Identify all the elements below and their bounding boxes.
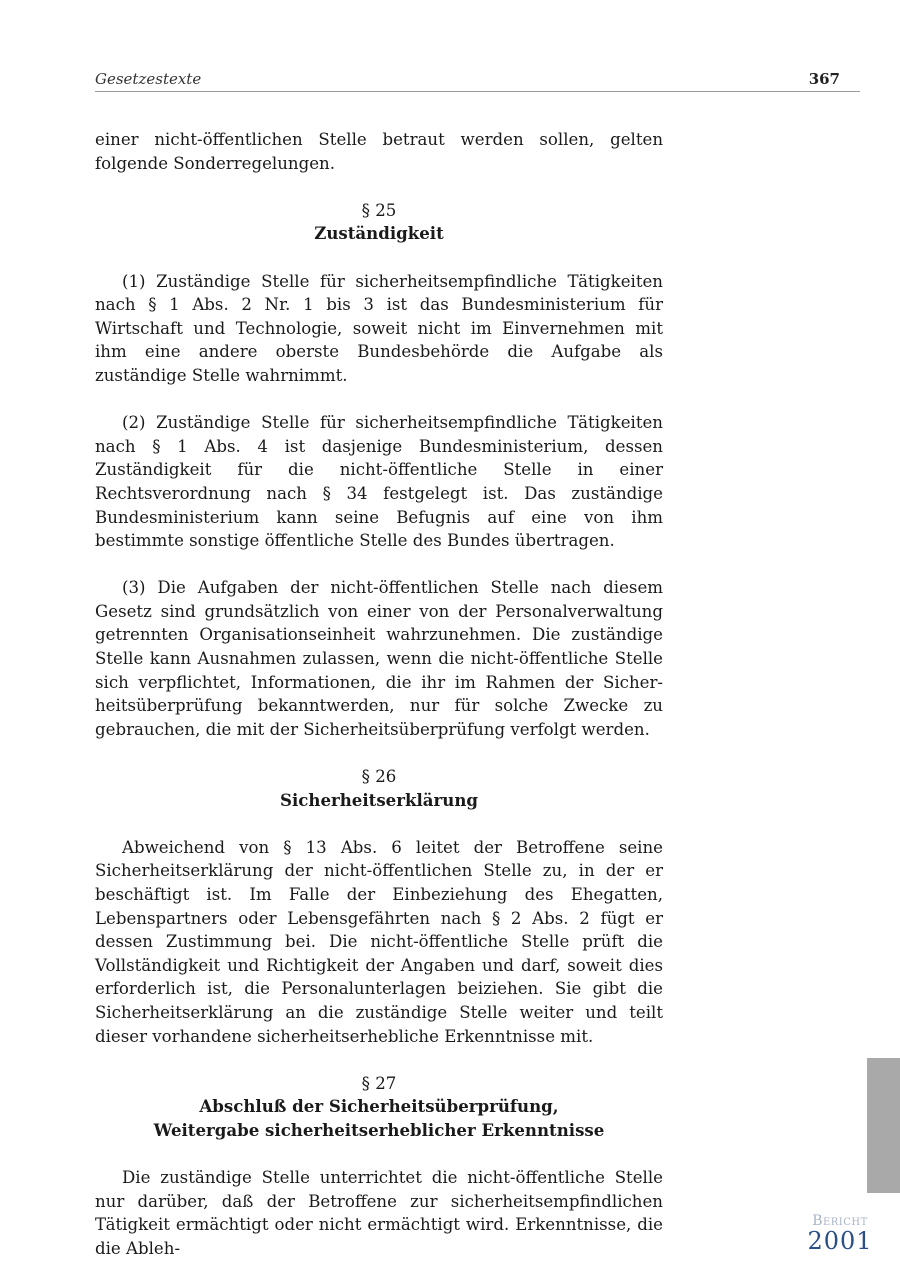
section-heading-25 xyxy=(95,199,663,246)
section-26-paragraph-1: Abweichend von § 13 Abs. 6 leitet der Betroffene seine Sicherheitserklärung der nicht-öffentlichen Stelle zu, in der er beschäftigt ist. Im Falle der Einbeziehung des Ehegatten, Lebenspartners oder Lebensgefährten nach § 2 Abs. 2 fügt er dessen Zustimmung bei. Die nicht-öffentliche Stelle prüft die Vollständigkeit und Richtigkeit der Angaben und darf, soweit dies erforderlich ist, die Personalunterlagen beiziehen. Sie gibt die Sicherheitserklärung an die zuständige Stelle weiter und teilt dieser vorhandene sicherheitserhebliche Erkenntnisse mit. xyxy=(95,837,663,1046)
section-25-paragraph-2: (2) Zuständige Stelle für sicherheitsempfindliche Tätigkeiten nach § 1 Abs. 4 ist dasjenige Bundesministerium, dessen Zuständigkeit für die nicht-öffentliche Stelle in einer Rechtsverordnung nach § 34 festgelegt ist. Das zuständige Bundesministerium kann seine Befugnis auf eine von ihm bestimmte sonstige öffentliche Stelle des Bundes übertragen. xyxy=(95,413,663,551)
page-number: 367 xyxy=(808,70,840,88)
section-title: Zuständigkeit xyxy=(314,223,444,244)
section-27-paragraph-1: Die zuständige Stelle unterrichtet die nicht-öffentliche Stelle nur darüber, daß der Betroffene zur sicherheitsempfindlichen Tätigkeit ermächtigt oder nicht ermächtigt wird. Erkenntnisse, die die Ableh- xyxy=(95,1168,663,1258)
report-logo xyxy=(800,1213,880,1253)
section-number: § 25 xyxy=(361,200,397,220)
intro-paragraph: einer nicht-öffentlichen Stelle betraut werden sollen, gelten folgende Sonderregelungen. xyxy=(95,130,663,173)
section-number: § 26 xyxy=(361,767,397,787)
report-logo-year: 2001 xyxy=(807,1227,873,1255)
section-heading-26 xyxy=(95,765,663,812)
running-header xyxy=(95,70,860,92)
section-title-line-1: Abschluß der Sicherheitsüberprüfung, xyxy=(199,1096,559,1117)
document-body xyxy=(95,128,663,1261)
section-25-paragraph-3: (3) Die Aufgaben der nicht-öffentlichen Stelle nach diesem Gesetz sind grundsätzlich von einer von der Personalverwaltung getrennten Organisationseinheit wahrzunehmen. Die zuständige Stelle kann Ausnahmen zulassen, wenn die nicht-öffentliche Stelle sich verpflichtet, Informationen, die ihr im Rahmen der Sicherheitsüberprüfung bekanntwerden, nur für solche Zwecke zu gebrauchen, die mit der Sicherheitsüberprüfung verfolgt werden. xyxy=(95,578,663,739)
report-logo-label: Bericht xyxy=(812,1213,868,1229)
section-25-paragraph-1: (1) Zuständige Stelle für sicherheitsempfindliche Tätigkeiten nach § 1 Abs. 2 Nr. 1 bis 3 ist das Bundesministerium für Wirtschaft und Technologie, soweit nicht im Einvernehmen mit ihm eine andere oberste Bundesbehörde die Aufgabe als zuständige Stelle wahrnimmt. xyxy=(95,271,663,385)
section-title-line-2: Weitergabe sicherheitserheblicher Erkenntnisse xyxy=(153,1119,605,1140)
thumb-index-tab xyxy=(867,1058,900,1193)
section-title: Sicherheitserklärung xyxy=(279,789,478,810)
section-number: § 27 xyxy=(361,1073,397,1093)
running-header-section: Gesetzestexte xyxy=(95,70,202,88)
section-heading-27 xyxy=(95,1072,663,1143)
